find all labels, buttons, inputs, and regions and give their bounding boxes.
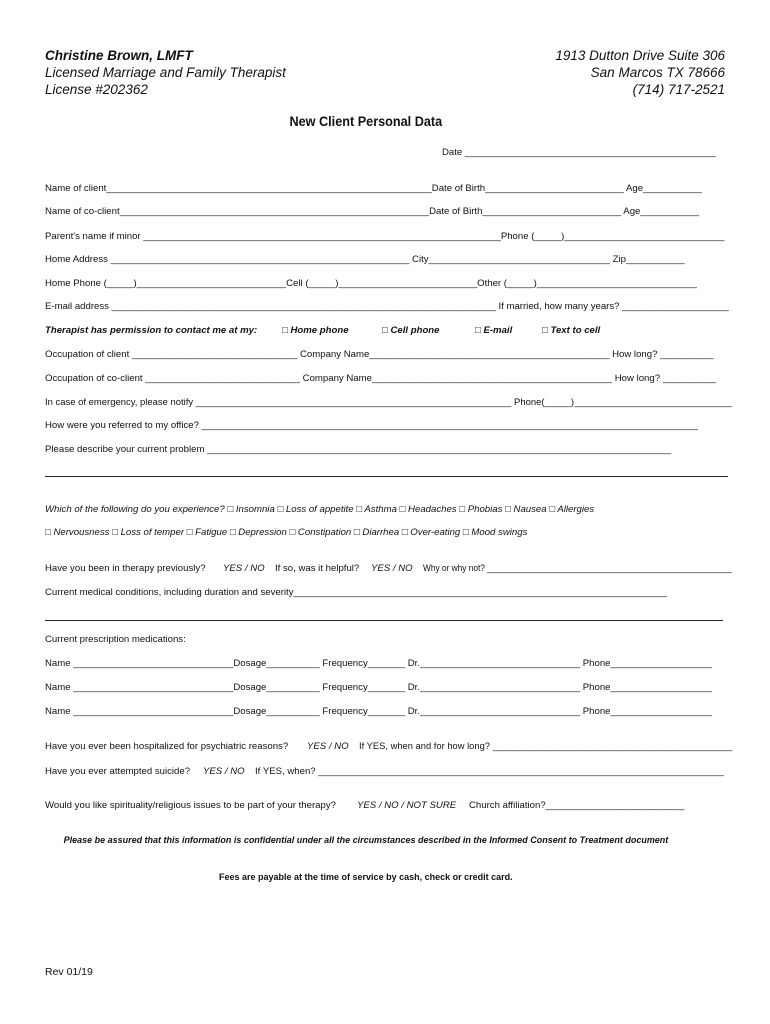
spirituality-question: Would you like spirituality/religious issues to be part of your therapy?: [45, 800, 336, 811]
client-name-dob-age-field[interactable]: Name of client_____________________________________________________________Date of Birth__________________________ Age___________: [45, 183, 702, 194]
medication-row-2[interactable]: Name ______________________________Dosage__________ Frequency_______ Dr.______________________________ Phone___________________: [45, 682, 712, 693]
page-title: New Client Personal Data: [289, 114, 443, 129]
therapy-helpful-question: If so, was it helpful?: [275, 563, 360, 574]
therapist-profession: Licensed Marriage and Family Therapist: [45, 65, 286, 80]
contact-permission-label: Therapist has permission to contact me at my:: [45, 325, 258, 336]
client-occupation-field[interactable]: Occupation of client _______________________________ Company Name_____________________________________________ How long? __________: [45, 349, 714, 360]
church-affiliation-field[interactable]: Church affiliation?__________________________: [469, 800, 685, 811]
home-address-field[interactable]: Home Address ________________________________________________________ City__________________________________ Zip___________: [45, 254, 685, 265]
suicide-question: Have you ever attempted suicide?: [45, 766, 191, 777]
hospitalized-yes-no[interactable]: YES / NO: [307, 741, 349, 752]
permission-email-checkbox[interactable]: □ E-mail: [475, 325, 513, 336]
fees-note: Fees are payable at the time of service by cash, check or credit card.: [219, 872, 513, 883]
therapy-helpful-yes-no[interactable]: YES / NO: [371, 563, 413, 574]
permission-text-checkbox[interactable]: □ Text to cell: [542, 325, 601, 336]
permission-cell-phone-checkbox[interactable]: □ Cell phone: [382, 325, 440, 336]
email-married-field[interactable]: E-mail address ________________________________________________________________________ If married, how many years? ____________________: [45, 301, 729, 312]
therapist-license: License #202362: [45, 82, 148, 97]
prescriptions-heading: Current prescription medications:: [45, 634, 186, 645]
office-phone: (714) 717-2521: [632, 82, 725, 97]
therapy-previous-yes-no[interactable]: YES / NO: [223, 563, 265, 574]
therapist-name: Christine Brown, LMFT: [45, 48, 193, 63]
problem-continuation-line[interactable]: [45, 476, 728, 477]
medication-row-3[interactable]: Name ______________________________Dosage__________ Frequency_______ Dr.______________________________ Phone___________________: [45, 706, 712, 717]
hospitalized-details-field[interactable]: If YES, when and for how long? ______________________________________________: [359, 741, 733, 752]
suicide-when-field[interactable]: If YES, when? ____________________________________________________________________________: [255, 766, 724, 777]
coclient-name-dob-age-field[interactable]: Name of co-client__________________________________________________________Date of Birth__________________________ Age___________: [45, 206, 700, 217]
therapy-previous-question: Have you been in therapy previously?: [45, 563, 206, 574]
revision-label: Rev 01/19: [45, 966, 93, 978]
symptoms-checklist-row2[interactable]: □ Nervousness □ Loss of temper □ Fatigue □ Depression □ Constipation □ Diarrhea □ Over-eating □ Mood swings: [45, 527, 528, 538]
permission-home-phone-checkbox[interactable]: □ Home phone: [282, 325, 349, 336]
therapy-why-field[interactable]: Why or why not? _____________________________________________________: [423, 563, 733, 574]
hospitalized-question: Have you ever been hospitalized for psychiatric reasons?: [45, 741, 289, 752]
referral-field[interactable]: How were you referred to my office? _____________________________________________________________________________________________: [45, 420, 698, 431]
medical-continuation-line[interactable]: [45, 620, 723, 621]
emergency-contact-field[interactable]: In case of emergency, please notify ____________________________________________________________ Phone(_____)______________________________: [45, 397, 732, 408]
phone-numbers-field[interactable]: Home Phone (_____)____________________________Cell (_____)__________________________Other (_____)______________________________: [45, 278, 697, 289]
symptoms-checklist-row1[interactable]: Which of the following do you experience? □ Insomnia □ Loss of appetite □ Asthma □ Headaches □ Phobias □ Nausea □ Allergies: [45, 504, 595, 515]
office-address-line2: San Marcos TX 78666: [590, 65, 725, 80]
date-field[interactable]: Date _______________________________________________: [442, 147, 716, 158]
medication-row-1[interactable]: Name ______________________________Dosage__________ Frequency_______ Dr.______________________________ Phone___________________: [45, 658, 712, 669]
office-address-line1: 1913 Dutton Drive Suite 306: [555, 48, 725, 63]
medical-conditions-field[interactable]: Current medical conditions, including duration and severity______________________________________________________________________: [45, 587, 667, 598]
confidentiality-note: Please be assured that this information is confidential under all the circumstances described in the Informed Consent to Treatment document: [63, 835, 669, 846]
coclient-occupation-field[interactable]: Occupation of co-client _____________________________ Company Name_____________________________________________ How long? __________: [45, 373, 717, 384]
current-problem-field[interactable]: Please describe your current problem _______________________________________________________________________________________: [45, 444, 672, 455]
spirituality-options[interactable]: YES / NO / NOT SURE: [357, 800, 457, 811]
parent-name-phone-field[interactable]: Parent's name if minor ___________________________________________________________________Phone (_____)______________________________: [45, 231, 725, 242]
suicide-yes-no[interactable]: YES / NO: [203, 766, 245, 777]
